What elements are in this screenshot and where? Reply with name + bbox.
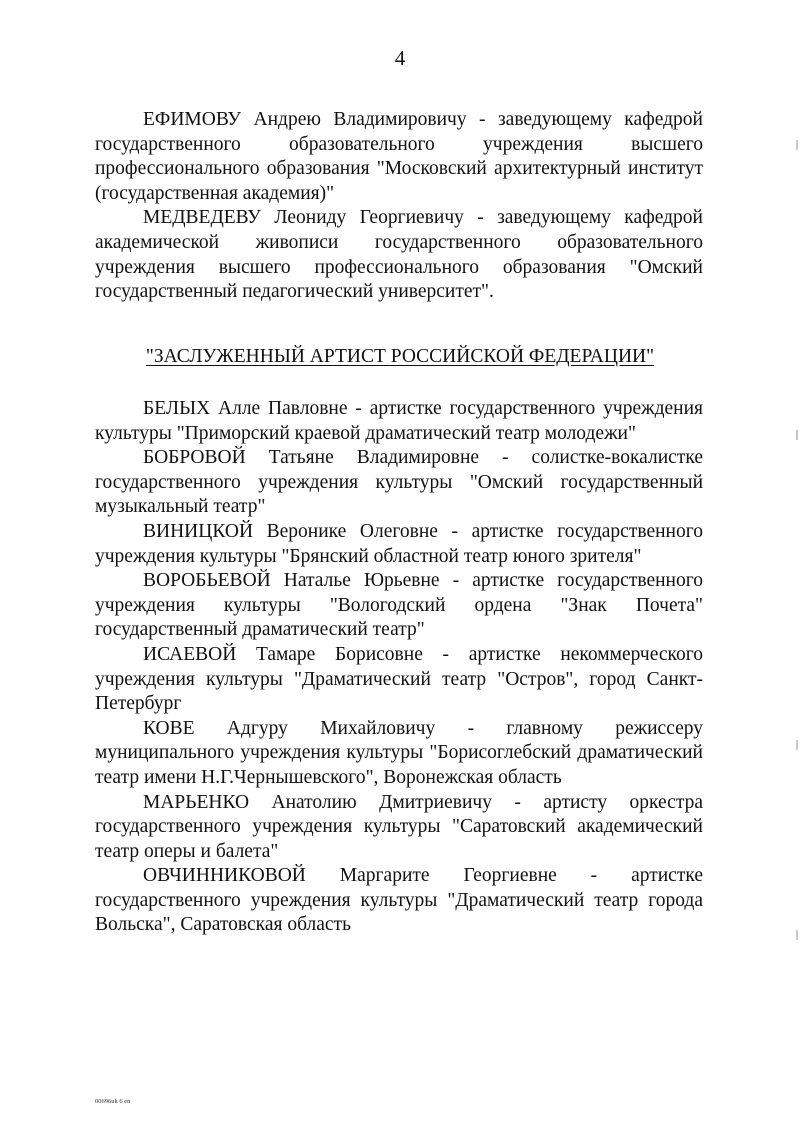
entry-isaeva: ИСАЕВОЙ Тамаре Борисовне - артистке некоммерческого учреждения культуры "Драматический театр "Остров", город Санкт-Петербург xyxy=(95,643,703,715)
scan-edge-mark xyxy=(796,140,798,150)
entry-belykh: БЕЛЫХ Алле Павловне - артистке государственного учреждения культуры "Приморский краевой драматический театр молодежи" xyxy=(95,398,703,444)
scan-edge-mark xyxy=(796,740,798,750)
page-number: 4 xyxy=(394,46,406,70)
entry-bobrova: БОБРОВОЙ Татьяне Владимировне - солистке-вокалистке государственного учреждения культуры "Омский государственный музыкальный театр" xyxy=(95,447,703,518)
entry-vinitskaya: ВИНИЦКОЙ Веронике Олеговне - артистке государственного учреждения культуры "Брянский областной театр юного зрителя" xyxy=(95,520,703,567)
scan-edge-mark xyxy=(796,930,798,940)
entry-efimov: ЕФИМОВУ Андрею Владимировичу - заведующему кафедрой государственного образовательного учреждения высшего профессионального образования "Московский архитектурный институт (государственная академия)" xyxy=(95,109,703,204)
entry-medvedev: МЕДВЕДЕВУ Леониду Георгиевичу - заведующему кафедрой академической живописи государственного образовательного учреждения высшего профессионального образования "Омский государственный педагогический университет". xyxy=(95,207,703,303)
section-heading xyxy=(0,345,800,369)
entry-maryenko: МАРЬЕНКО Анатолию Дмитриевичу - артисту оркестра государственного учреждения культуры "Саратовский академический театр оперы и балета" xyxy=(95,791,703,862)
footer-code: 00696uk 6 en xyxy=(95,1098,131,1105)
section-heading-text: "ЗАСЛУЖЕННЫЙ АРТИСТ РОССИЙСКОЙ ФЕДЕРАЦИИ" xyxy=(145,346,655,367)
entry-kove: КОВЕ Адгуру Михайловичу - главному режиссеру муниципального учреждения культуры "Борисоглебский драматический театр имени Н.Г.Чернышевского", Воронежская область xyxy=(95,717,703,788)
section-entries xyxy=(95,397,703,938)
scan-edge-mark xyxy=(796,430,798,440)
top-entries xyxy=(95,108,703,305)
entry-ovchinnikova: ОВЧИННИКОВОЙ Маргарите Георгиевне - артистке государственного учреждения культуры "Драматический театр города Вольска", Саратовская область xyxy=(95,865,703,936)
entry-vorobyeva: ВОРОБЬЕВОЙ Наталье Юрьевне - артистке государственного учреждения культуры "Вологодский ордена "Знак Почета" государственный драматический театр" xyxy=(95,570,703,641)
